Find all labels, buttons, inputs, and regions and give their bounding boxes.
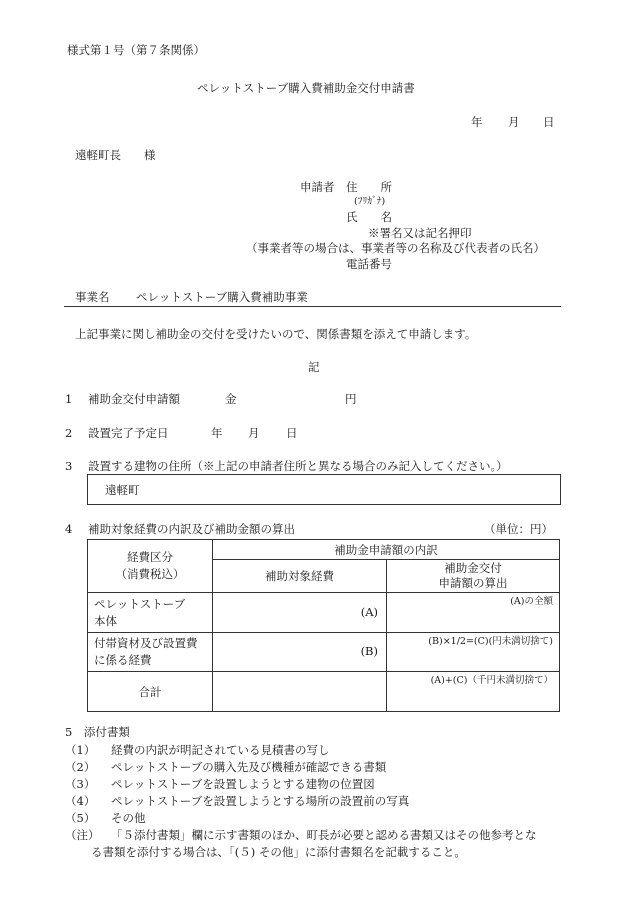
row-stove-cost-field[interactable] [213,593,387,633]
header-calculation [387,560,560,593]
row-stove-label-line1: ペレットストーブ [94,596,186,611]
row-install-label [88,633,213,672]
header-calculation-line1: 補助金交付 [444,561,502,576]
business-note: （事業者等の場合は、事業者等の名称及び代表者の氏名） [246,241,545,255]
request-text: 上記事業に関し補助金の交付を受けたいので、関係書類を添えて申請します。 [75,327,477,341]
header-category [88,540,213,593]
item2-year: 年 [211,426,223,440]
table-row [88,672,560,712]
item1-kin: 金 [225,392,237,406]
attachments-heading: 5 添付書類 [65,725,130,739]
attachment-1-text: 経費の内訳が明記されている見積書の写し [111,743,330,757]
note-line1: 「５添付書類」欄に示す書類のほか、町長が必要と認める書類又はその他参考とな [111,828,537,842]
note-line2: る書類を添付する場合は、「(５) その他」に添付書類名を記載すること。 [91,845,466,859]
ki-label: 記 [308,360,320,374]
name-label: 氏 名 [346,210,392,224]
item1-number: 1 [65,392,73,406]
item3-label: 設置する建物の住所（※上記の申請者住所と異なる場合のみ記入してください。） [88,459,508,473]
building-address-value: 遠軽町 [105,483,140,497]
header-breakdown: 補助金申請額の内訳 [213,540,560,560]
marker-b: (B) [360,644,378,658]
table-row [88,593,560,633]
row-total-cost-field[interactable] [213,672,387,712]
unit-label: （単位：円） [484,522,553,536]
attachment-2-text: ペレットストーブの購入先及び機種が確認できる書類 [111,760,387,774]
signature-note: ※署名又は記名押印 [368,226,472,240]
address-label: 住 所 [346,180,392,194]
date-day-label: 日 [543,115,555,129]
date-year-label: 年 [471,115,483,129]
item2-month: 月 [248,426,260,440]
item1-label: 補助金交付申請額 [88,392,180,406]
page-title: ペレットストーブ購入費補助金交付申請書 [197,81,415,95]
project-label: 事業名 [75,290,110,304]
item2-number: 2 [65,426,73,440]
row-total-calc-field[interactable] [387,672,560,712]
calc-total: (A)+(C)（千円未満切捨て） [430,675,553,686]
attachment-3-number: （3） [65,777,96,791]
applicant-label: 申請者 [300,180,335,194]
row-install-label-line2: に係る経費 [94,653,152,667]
row-install-label-line1: 付帯資材及び設置費 [94,636,198,650]
note-label: （注） [65,828,100,842]
attachment-2-number: （2） [65,760,96,774]
attachment-3-text: ペレットストーブを設置しようとする建物の位置図 [111,777,375,791]
item2-day: 日 [286,426,298,440]
item4-label: 補助対象経費の内訳及び補助金額の算出 [88,522,295,536]
attachment-5-number: （5） [65,811,96,825]
row-stove-label-line2: 本体 [94,613,117,628]
attachment-5-text: その他 [111,811,146,825]
marker-a: (A) [360,605,378,619]
row-stove-calc-field[interactable] [387,593,560,633]
attachment-4-number: （4） [65,794,96,808]
header-category-sub: （消費税込） [115,567,185,581]
form-number-label: 様式第１号（第７条関係） [67,43,205,57]
calc-a: (A)の全額 [510,596,553,607]
header-eligible-cost: 補助対象経費 [213,560,387,593]
item4-number: 4 [65,522,73,536]
attachment-4-text: ペレットストーブを設置しようとする場所の設置前の写真 [111,794,410,808]
project-underline [64,306,561,307]
header-category-label: 経費区分 [127,550,173,564]
building-address-field[interactable] [87,474,561,505]
row-total-label: 合計 [88,672,213,712]
phone-label: 電話番号 [346,257,392,271]
row-stove-label [88,593,213,633]
item2-label: 設置完了予定日 [88,426,169,440]
subsidy-calculation-table [87,539,560,712]
attachment-1-number: （1） [65,743,96,757]
item1-yen: 円 [345,392,357,406]
item3-number: 3 [65,459,73,473]
project-value: ペレットストーブ購入費補助事業 [136,290,308,304]
addressee: 遠軽町長 様 [75,148,156,162]
calc-b: (B)×1/2=(C)(円未満切捨て) [428,636,553,647]
date-month-label: 月 [508,115,520,129]
row-install-calc-field[interactable] [387,633,560,672]
header-calculation-line2: 申請額の算出 [438,576,508,591]
furigana-label: (ﾌﾘｶﾞﾅ) [354,196,386,207]
table-row [88,633,560,672]
row-install-cost-field[interactable] [213,633,387,672]
